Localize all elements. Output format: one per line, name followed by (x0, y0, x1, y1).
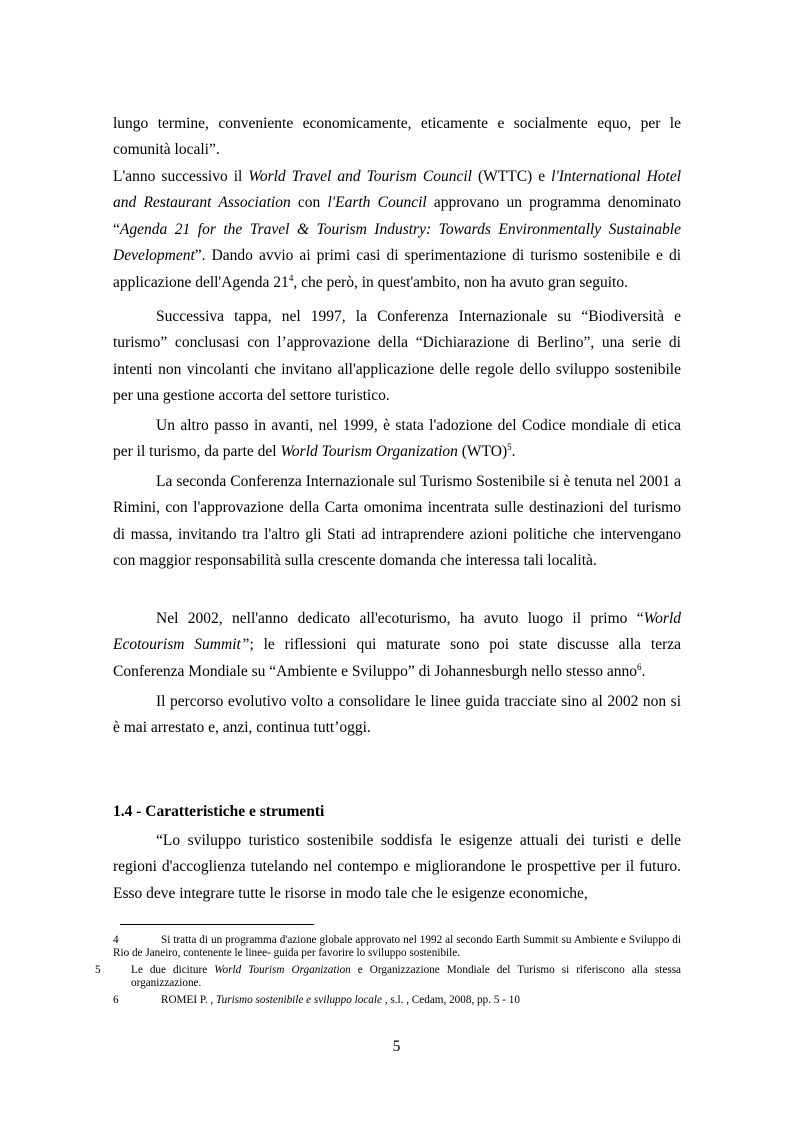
footnote-text: ROMEI P. , (161, 994, 217, 1006)
italic-text: l'Earth Council (327, 194, 427, 212)
footnote-separator (120, 924, 314, 925)
paragraph-3 (113, 304, 681, 410)
footnote-text: Si tratta di un programma d'azione globale approvato nel 1992 al secondo Earth Summit su Ambiente e Sviluppo di Rio de Janeiro, contenente le linee- guida per favorire lo sviluppo sostenibile. (113, 934, 681, 960)
italic-text: World Tourism Organization (280, 443, 458, 461)
footnote-6 (113, 994, 681, 1007)
paragraph-text: Successiva tappa, nel 1997, la Conferenza Internazionale su “Biodiversità e turismo” conclusasi con l’approvazione della “Dichiarazione di Berlino”, una serie di intenti non vincolanti che invitano all'applicazione delle regole dello sviluppo sostenibile per una gestione accorta del settore turistico. (113, 308, 681, 405)
footnote-5 (95, 964, 682, 991)
paragraph-text: ”. Dando avvio ai primi casi di sperimentazione di turismo sostenibile e di applicazione dell'Agenda 21 (113, 247, 681, 291)
footnote-number: 4 (113, 934, 119, 946)
footnote-number: 6 (113, 994, 119, 1006)
paragraph-text: Il percorso evolutivo volto a consolidare le linee guida tracciate sino al 2002 non si è mai arrestato e, anzi, continua tutt’oggi. (113, 693, 681, 737)
footnote-ref-5: 5 (507, 442, 512, 453)
paragraph-2 (113, 164, 681, 296)
paragraph-1 (113, 111, 681, 164)
footnote-text: s.l. , Cedam, 2008, pp. 5 - 10 (387, 994, 520, 1006)
paragraph-8 (113, 828, 681, 907)
paragraph-text: , che però, in quest'ambito, non ha avuto gran seguito. (293, 273, 628, 291)
paragraph-5 (113, 469, 681, 575)
footnote-number: 5 (95, 964, 101, 976)
italic-text: World Tourism Organization (214, 964, 351, 976)
footnote-ref-4: 4 (288, 272, 294, 283)
paragraph-text: ; le riflessioni qui maturate sono poi state discusse alla terza Conferenza Mondiale su “Ambiente e Sviluppo” di Johannesburgh nello stesso anno (113, 636, 681, 680)
paragraph-text: Nel 2002, nell'anno dedicato all'ecoturismo, ha avuto luogo il primo “ (156, 610, 644, 627)
paragraph-text: lungo termine, conveniente economicamente, eticamente e socialmente equo, per le comunità locali”. (113, 115, 681, 159)
paragraph-text: con (290, 194, 328, 212)
italic-text: World Travel and Tourism Council (248, 168, 472, 185)
paragraph-text: La seconda Conferenza Internazionale sul Turismo Sostenibile si è tenuta nel 2001 a Rimini, con l'approvazione della Carta omonima incentrata sulle destinazioni del turismo di massa, invitando tra l'altro gli Stati ad intraprendere azioni politiche che intervengano con maggior responsabilità sulla crescente domanda che interessa tali località. (113, 473, 681, 570)
paragraph-6 (113, 606, 681, 685)
paragraph-text: . (641, 662, 646, 680)
footnote-text: Le due diciture (131, 964, 215, 976)
italic-text: World Ecotourism Summit” (113, 610, 681, 654)
paragraph-text: . (511, 443, 516, 461)
paragraph-7 (113, 689, 681, 742)
paragraph-text: approvano un programma denominato “ (113, 194, 681, 238)
page-number: 5 (392, 1038, 401, 1055)
italic-text: Turismo sostenibile e sviluppo locale , (216, 994, 388, 1006)
italic-text: Agenda 21 for the Travel & Tourism Industry: Towards Environmentally Sustainable Development (113, 220, 681, 265)
paragraph-text: L'anno successivo il (113, 168, 249, 185)
section-heading: 1.4 - Caratteristiche e strumenti (113, 803, 325, 820)
footnote-4 (113, 934, 681, 961)
paragraph-4 (113, 413, 681, 466)
paragraph-text: (WTO) (457, 443, 508, 461)
footnote-text: e Organizzazione Mondiale del Turismo si riferiscono alla stessa organizzazione. (131, 964, 682, 990)
paragraph-text: (WTTC) e (471, 168, 552, 185)
paragraph-text: Un altro passo in avanti, nel 1999, è stata l'adozione del Codice mondiale di etica per il turismo, da parte del (113, 417, 681, 461)
italic-text: l'International Hotel and Restaurant Association (113, 168, 682, 212)
footnote-ref-6: 6 (637, 661, 642, 672)
paragraph-text: “Lo sviluppo turistico sostenibile soddisfa le esigenze attuali dei turisti e delle regioni d'accoglienza tutelando nel contempo e migliorandone le prospettive per il futuro. Esso deve integrare tutte le risorse in modo tale che le esigenze economiche, (113, 832, 681, 902)
